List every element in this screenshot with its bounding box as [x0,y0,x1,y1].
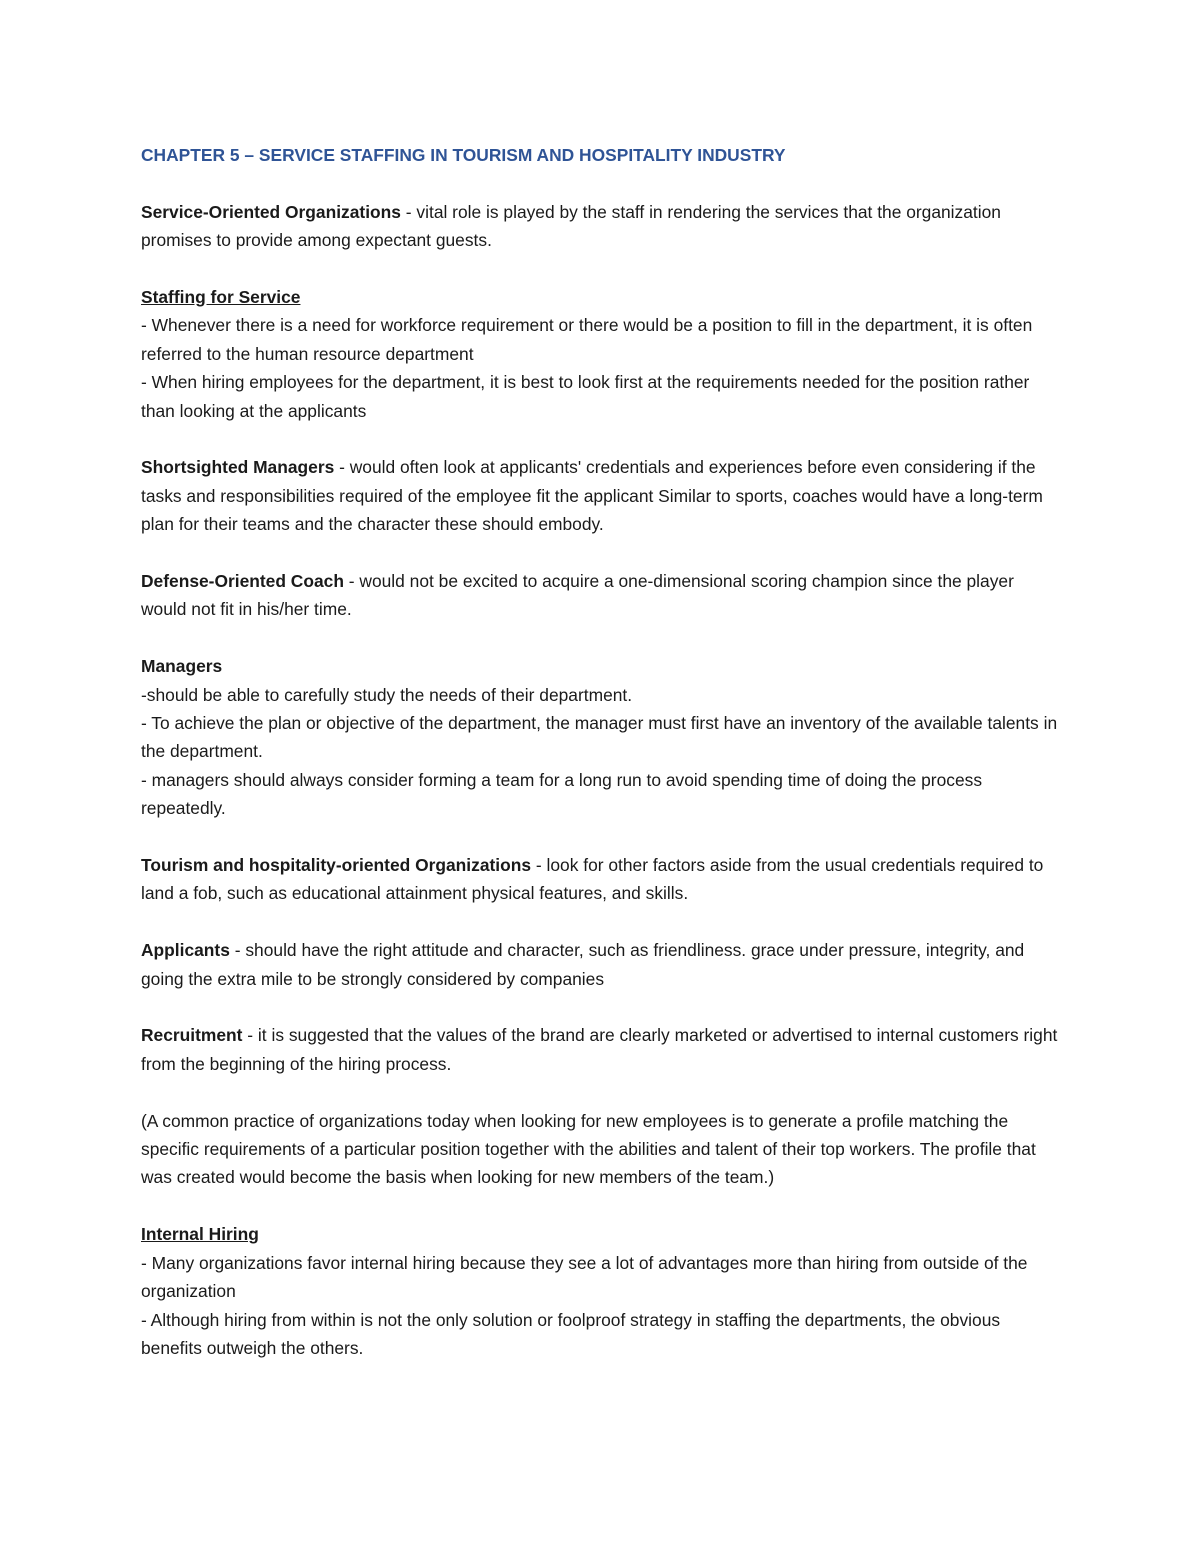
managers-section [141,652,1061,822]
staffing-section [141,283,1061,425]
internal-hiring-section [141,1220,1061,1362]
definition-recruitment: - it is suggested that the values of the brand are clearly marketed or advertised to internal customers right from the beginning of the hiring process. [141,1025,1058,1074]
recruitment-paragraph [141,1021,1061,1078]
shortsighted-paragraph [141,453,1061,538]
internal-hiring-point: - Although hiring from within is not the only solution or foolproof strategy in staffing the departments, the obvious benefits outweigh the others. [141,1309,1001,1358]
managers-point: - To achieve the plan or objective of the department, the manager must first have an inventory of the available talents in the department. [141,713,1058,762]
internal-hiring-point: - Many organizations favor internal hiring because they see a lot of advantages more than hiring from outside of the organization [141,1252,1028,1302]
heading-internal-hiring: Internal Hiring [141,1224,259,1245]
chapter-title: CHAPTER 5 – SERVICE STAFFING IN TOURISM AND HOSPITALITY INDUSTRY [141,145,786,165]
definition-tourism-hospitality: - look for other factors aside from the usual credentials required to land a fob, such as educational attainment physical features, and skills. [141,855,1044,904]
managers-point: - managers should always consider forming a team for a long run to avoid spending time of doing the process repeatedly. [141,769,983,819]
applicants-paragraph [141,936,1061,993]
common-practice-paragraph: (A common practice of organizations today when looking for new employees is to generate a profile matching the specific requirements of a particular position together with the abilities and talent of their top workers. The profile that was created would become the basis when looking for new members of the team.) [141,1110,1036,1188]
definition-shortsighted-managers: - would often look at applicants' credentials and experiences before even considering if the tasks and responsibilities required of the employee fit the applicant Similar to sports, coaches would have a long-term plan for their teams and the character these should embody. [141,457,1043,535]
tourism-paragraph [141,851,1061,908]
staffing-point: - When hiring employees for the department, it is best to look first at the requirements needed for the position rather than looking at the applicants [141,372,1030,421]
definition-service-oriented: - vital role is played by the staff in rendering the services that the organization promises to provide among expectant guests. [141,201,1001,251]
service-oriented-paragraph [141,198,1061,255]
defense-paragraph [141,567,1061,624]
definition-applicants: - should have the right attitude and character, such as friendliness. grace under pressure, integrity, and going the extra mile to be strongly considered by companies [141,940,1025,989]
staffing-point: - Whenever there is a need for workforce requirement or there would be a position to fill in the department, it is often referred to the human resource department [141,315,1033,364]
term-defense-oriented-coach: Defense-Oriented Coach [141,571,344,592]
term-applicants: Applicants [141,940,230,961]
managers-point: -should be able to carefully study the needs of their department. [141,684,633,705]
term-recruitment: Recruitment [141,1025,243,1046]
heading-staffing-for-service: Staffing for Service [141,287,301,307]
document-page [141,141,1061,1391]
definition-defense-oriented-coach: - would not be excited to acquire a one-dimensional scoring champion since the player would not fit in his/her time. [141,571,1014,620]
term-tourism-hospitality: Tourism and hospitality-oriented Organizations [141,855,532,876]
term-service-oriented: Service-Oriented Organizations [141,201,401,222]
term-shortsighted-managers: Shortsighted Managers [141,457,335,478]
heading-managers: Managers [141,656,223,677]
